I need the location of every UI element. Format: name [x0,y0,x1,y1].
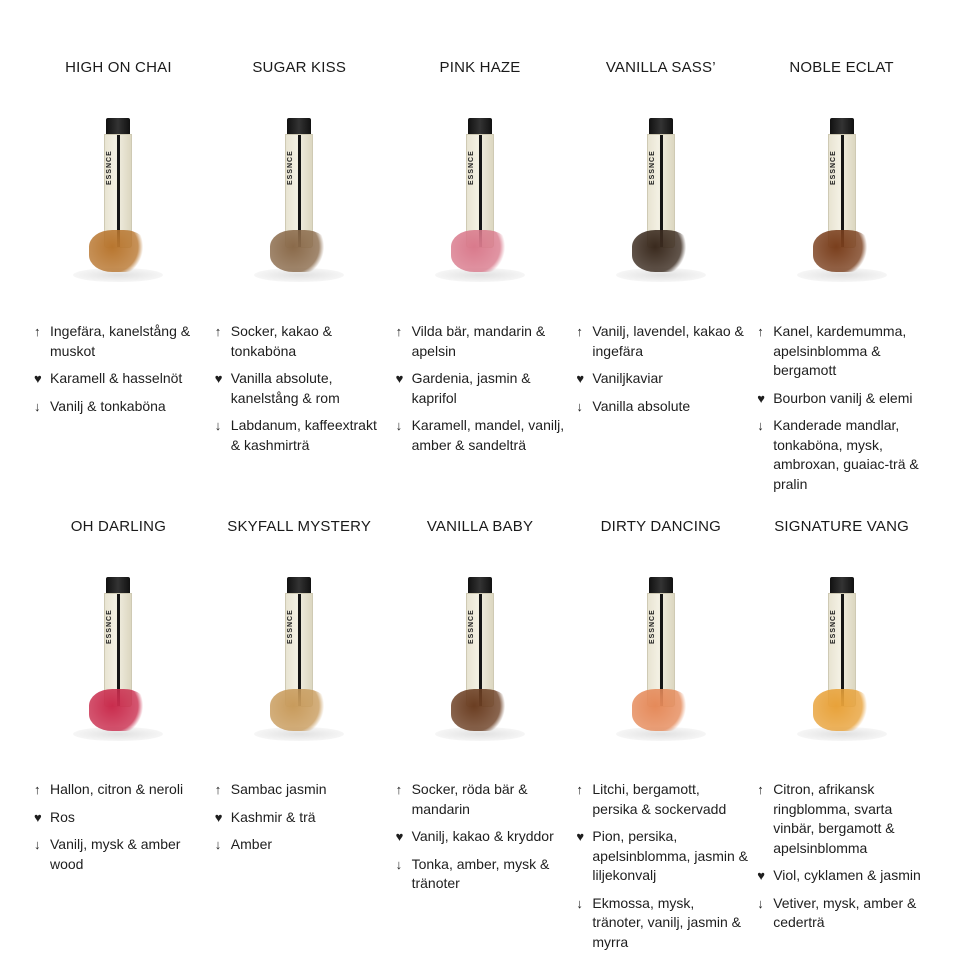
heart-note-text: Viol, cyklamen & jasmin [773,867,921,883]
top-note [34,322,206,361]
top-note [34,780,206,800]
top-note-text: Vanilj, lavendel, kakao & ingefära [592,323,744,359]
product-row-1 [28,58,932,498]
perfume-vial [466,577,494,707]
base-note-text: Vanilj & tonkaböna [50,397,166,414]
vial-image [390,577,571,777]
brand-label: ESSNCE [648,150,656,185]
base-note [757,894,929,933]
arrow-down-icon: ↓ [757,895,764,911]
arrow-down-icon: ↓ [214,418,222,433]
ingredient-image [89,689,147,731]
heart-note [396,369,568,408]
heart-note-text: Karamell & hasselnöt [50,370,183,386]
arrow-down-icon: ↓ [214,837,222,852]
heart-icon: ♥ [34,809,42,825]
top-note-text: Sambac jasmin [230,781,327,797]
perfume-vial [647,118,675,248]
vial-cap [287,118,311,134]
scent-notes [576,322,748,424]
heart-note-text: Kashmir & trä [230,808,316,825]
base-note [757,416,929,494]
arrow-down-icon: ↓ [395,418,403,433]
arrow-up-icon: ↑ [34,324,41,339]
perfume-vial [104,118,132,248]
vial-image [570,118,751,318]
product-row-2 [28,517,932,957]
base-note [396,416,568,455]
vial-image [209,577,390,777]
product-title: SKYFALL MYSTERY [227,518,372,535]
vial-cap [468,577,492,593]
heart-note-text: Ros [50,808,75,825]
product-card [751,517,932,957]
product-card [570,517,751,957]
top-note [757,780,929,858]
heart-note [215,369,387,408]
heart-note [757,389,929,409]
product-title: SIGNATURE VANG [774,518,909,535]
perfume-vial [466,118,494,248]
heart-note [215,808,387,828]
ingredient-image [270,689,328,731]
ingredient-image [270,230,328,272]
top-note [215,322,387,361]
vial-cap [468,118,492,134]
vial-cap [106,118,130,134]
vial-image [751,118,932,318]
heart-note-text: Vanilj, kakao & kryddor [411,828,554,844]
product-title: VANILLA SASS’ [605,59,716,76]
arrow-down-icon: ↓ [576,895,583,911]
base-note [396,855,568,894]
heart-icon: ♥ [757,390,765,406]
heart-icon: ♥ [395,829,404,844]
top-note-text: Citron, afrikansk ringblomma, svarta vinbär, bergamott & apelsinblomma [773,781,895,856]
base-note-text: Tonka, amber, mysk & tränoter [411,855,550,891]
arrow-down-icon: ↓ [395,856,403,872]
heart-icon: ♥ [395,371,404,386]
scent-notes [215,780,387,863]
product-title: VANILLA BABY [426,518,534,535]
base-note [34,835,206,874]
ingredient-image [813,230,871,272]
top-note [215,780,387,800]
heart-icon: ♥ [34,371,42,386]
scent-notes [34,322,206,424]
base-note-text: Vanilla absolute [592,397,691,414]
arrow-up-icon: ↑ [34,782,41,797]
base-note-text: Labdanum, kaffeextrakt & kashmirträ [230,417,377,453]
perfume-vial [285,577,313,707]
vial-image [570,577,751,777]
arrow-up-icon: ↑ [395,324,403,339]
vial-cap [830,118,854,134]
product-title: SUGAR KISS [252,59,347,76]
perfume-vial [828,577,856,707]
base-note-text: Karamell, mandel, vanilj, amber & sandelträ [411,417,565,453]
vial-image [209,118,390,318]
top-note-text: Ingefära, kanelstång & muskot [50,323,191,359]
base-note-text: Ekmossa, mysk, tränoter, vanilj, jasmin & myrra [592,894,742,950]
top-note-text: Vilda bär, mandarin & apelsin [411,323,546,359]
top-note-text: Hallon, citron & neroli [50,781,184,797]
top-note [757,322,929,381]
heart-icon: ♥ [214,371,223,386]
heart-note-text: Bourbon vanilj & elemi [773,389,913,406]
product-title: NOBLE ECLAT [789,59,894,76]
heart-note [757,866,929,886]
scent-notes [396,322,568,463]
vial-cap [649,118,673,134]
arrow-up-icon: ↑ [576,782,583,797]
arrow-down-icon: ↓ [34,837,41,852]
arrow-down-icon: ↓ [34,398,41,414]
base-note [34,397,206,417]
vial-cap [106,577,130,593]
base-note [215,416,387,455]
product-title: OH DARLING [70,518,167,535]
brand-label: ESSNCE [287,609,295,644]
arrow-down-icon: ↓ [576,398,583,414]
perfume-vial [828,118,856,248]
top-note-text: Litchi, bergamott, persika & sockervadd [592,781,727,817]
scent-notes [215,322,387,463]
product-card [390,517,571,957]
product-card [28,58,209,498]
top-note [396,780,568,819]
brand-label: ESSNCE [829,609,837,644]
top-note [396,322,568,361]
top-note-text: Socker, kakao & tonkaböna [230,323,332,359]
brand-label: ESSNCE [467,150,475,185]
top-note-text: Socker, röda bär & mandarin [411,781,528,817]
vial-image [390,118,571,318]
heart-note-text: Pion, persika, apelsinblomma, jasmin & liljekonvalj [592,828,749,883]
brand-label: ESSNCE [287,150,295,185]
base-note-text: Kanderade mandlar, tonkaböna, mysk, ambroxan, guaiac-trä & pralin [773,417,919,492]
product-title: DIRTY DANCING [600,518,721,535]
arrow-up-icon: ↑ [576,324,583,339]
vial-image [28,118,209,318]
product-card [28,517,209,957]
brand-label: ESSNCE [106,150,114,185]
product-card [209,58,390,498]
ingredient-image [813,689,871,731]
top-note [576,322,748,361]
heart-icon: ♥ [214,809,223,825]
heart-note-text: Gardenia, jasmin & kaprifol [411,370,531,406]
base-note-text: Vanilj, mysk & amber wood [50,836,181,872]
ingredient-image [451,689,509,731]
brand-label: ESSNCE [467,609,475,644]
arrow-down-icon: ↓ [757,418,764,433]
heart-note [576,369,748,389]
ingredient-image [89,230,147,272]
perfume-vial [285,118,313,248]
arrow-up-icon: ↑ [395,782,403,797]
product-card [209,517,390,957]
vial-cap [830,577,854,593]
arrow-up-icon: ↑ [214,782,222,797]
vial-image [751,577,932,777]
scent-notes [396,780,568,902]
heart-note-text: Vaniljkaviar [592,370,663,386]
base-note [576,397,748,417]
top-note [576,780,748,819]
heart-note [34,808,206,828]
heart-note [576,827,748,886]
vial-cap [649,577,673,593]
brand-label: ESSNCE [106,609,114,644]
top-note-text: Kanel, kardemumma, apelsinblomma & bergamott [773,323,907,378]
product-card [390,58,571,498]
product-card [751,58,932,498]
base-note-text: Amber [230,836,273,852]
ingredient-image [451,230,509,272]
scent-notes [757,322,929,502]
arrow-up-icon: ↑ [757,782,764,797]
brand-label: ESSNCE [648,609,656,644]
brand-label: ESSNCE [829,150,837,185]
scent-notes [34,780,206,882]
product-card [570,58,751,498]
heart-icon: ♥ [576,371,585,386]
arrow-up-icon: ↑ [757,324,764,339]
base-note-text: Vetiver, mysk, amber & cederträ [773,894,917,930]
heart-icon: ♥ [757,868,765,883]
arrow-up-icon: ↑ [214,324,222,339]
scent-notes [576,780,748,960]
ingredient-image [632,689,690,731]
base-note [215,835,387,855]
vial-image [28,577,209,777]
base-note [576,894,748,953]
perfume-vial [647,577,675,707]
heart-note [396,827,568,847]
heart-note [34,369,206,389]
product-title: PINK HAZE [439,59,521,76]
ingredient-image [632,230,690,272]
heart-note-text: Vanilla absolute, kanelstång & rom [230,370,340,406]
perfume-vial [104,577,132,707]
product-title: HIGH ON CHAI [65,59,172,76]
heart-icon: ♥ [576,829,585,844]
scent-notes [757,780,929,941]
vial-cap [287,577,311,593]
